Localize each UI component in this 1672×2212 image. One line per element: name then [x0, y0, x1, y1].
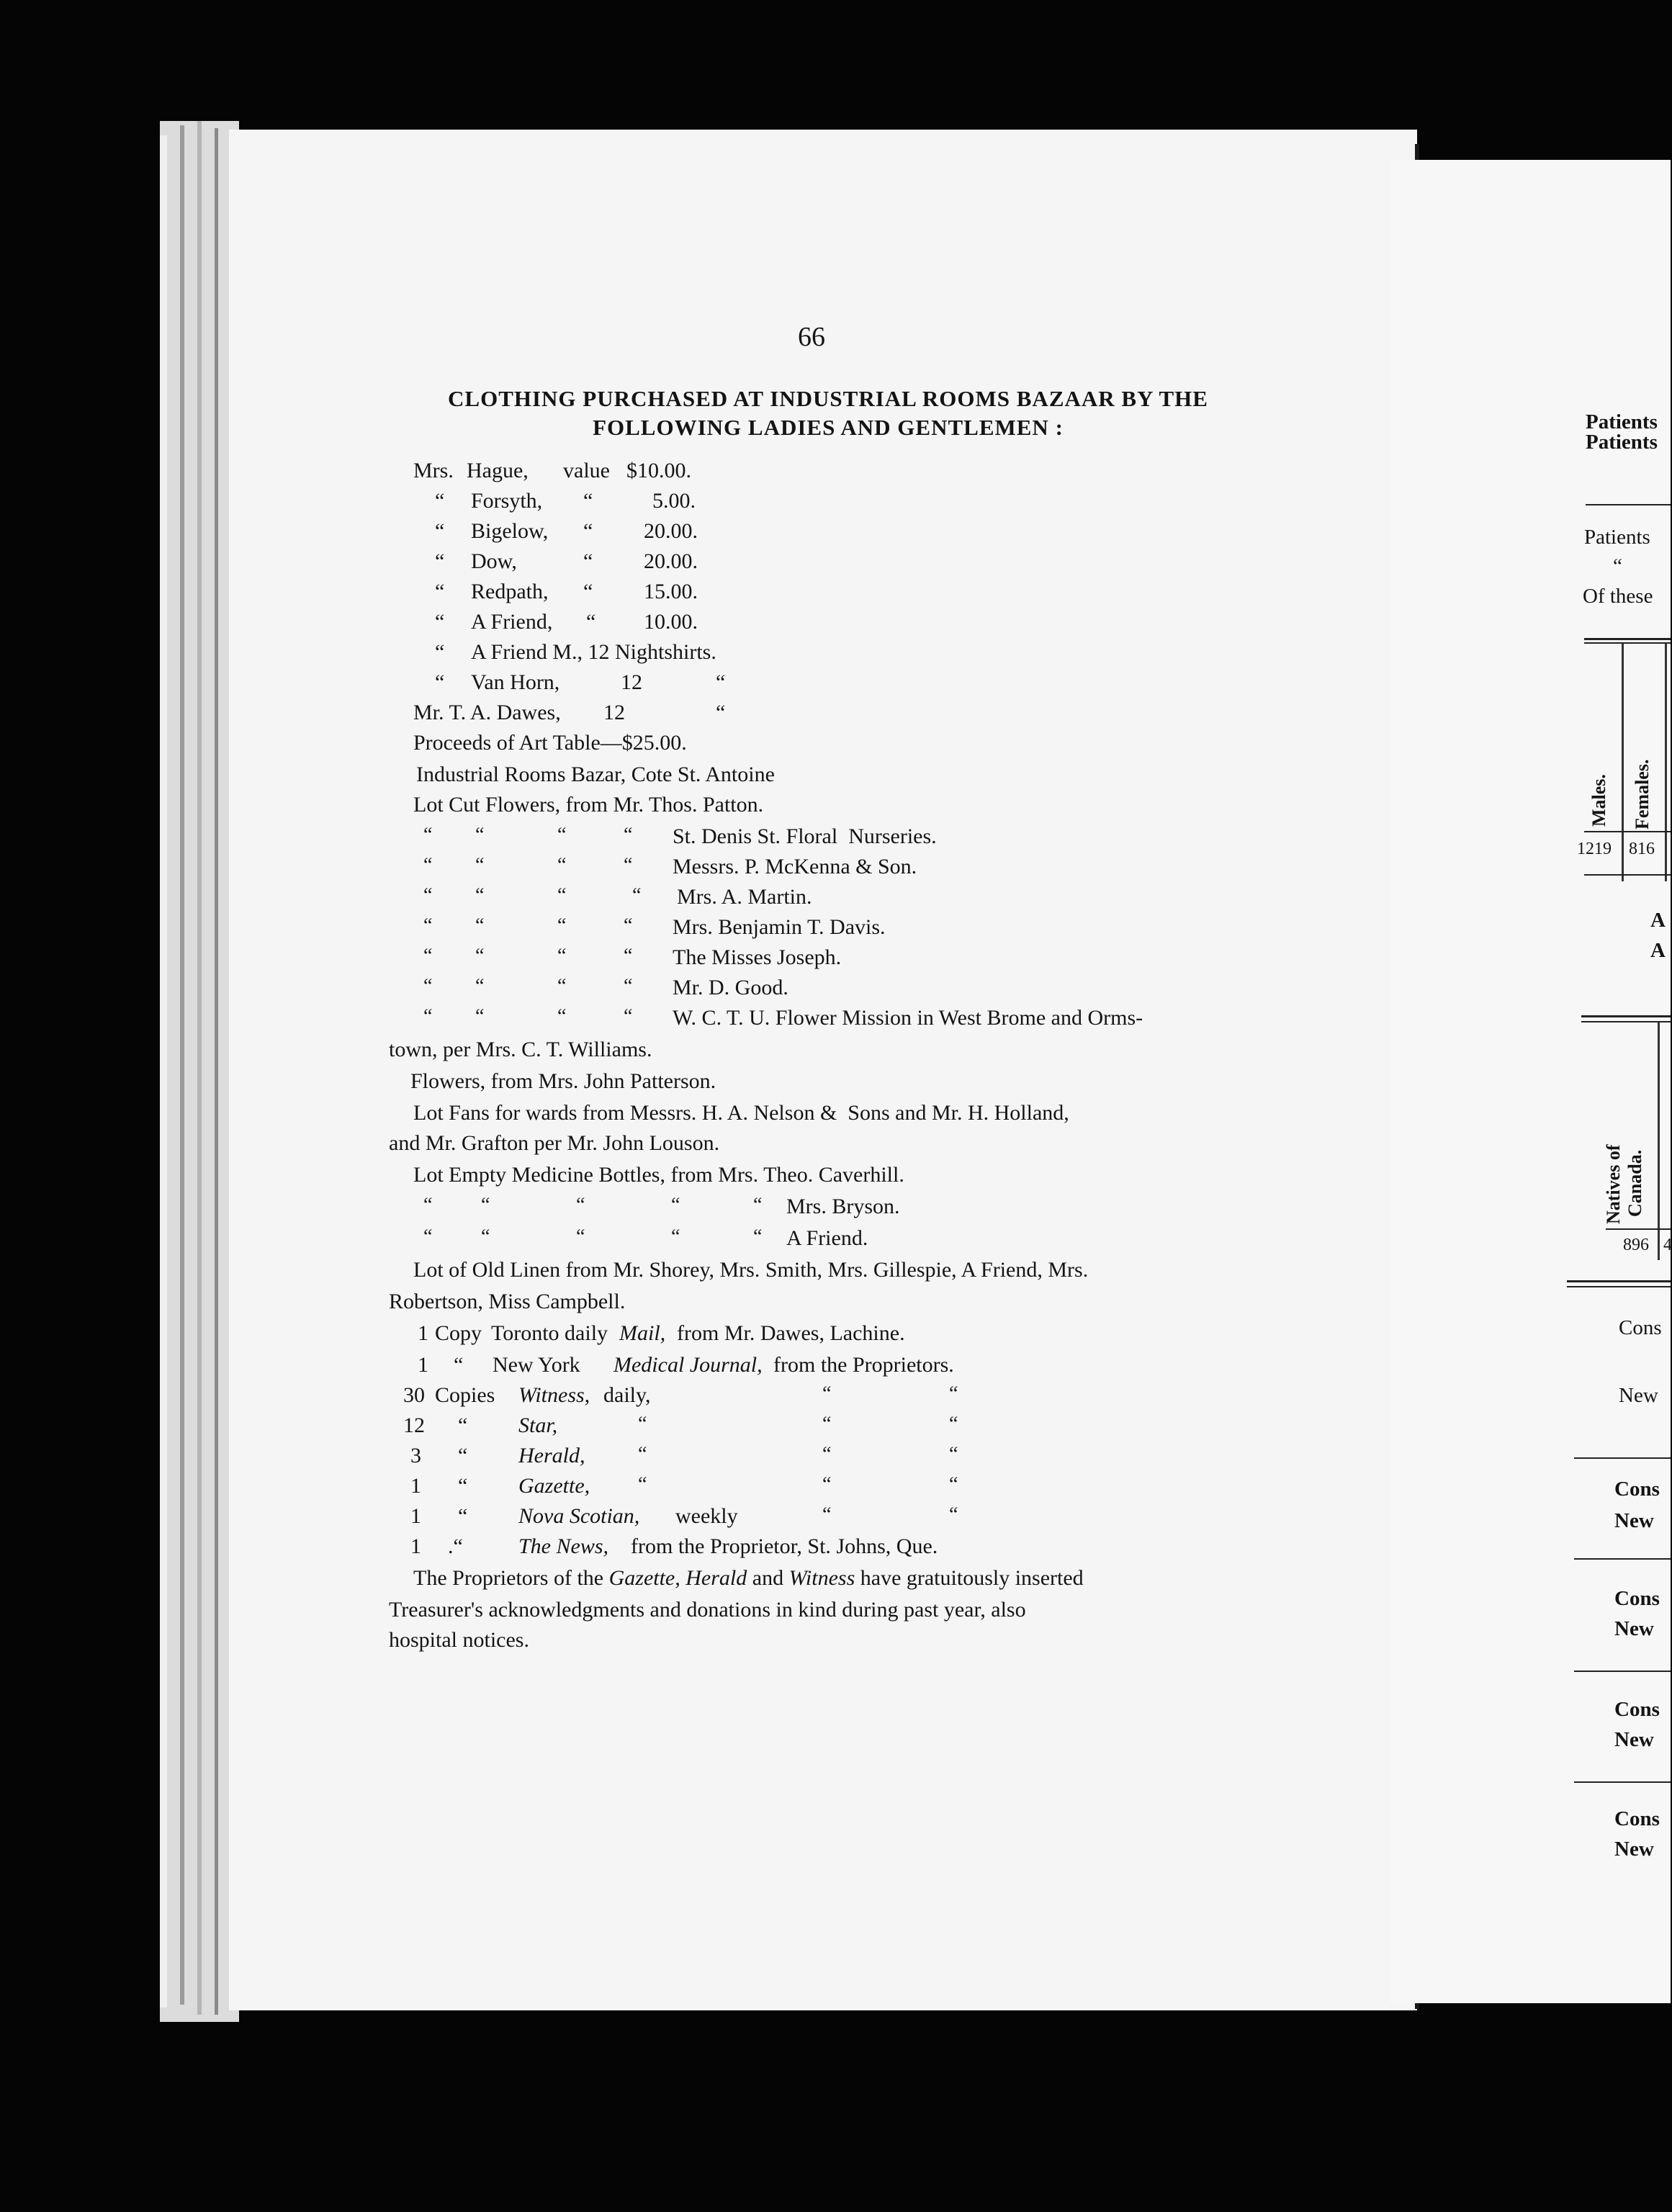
flowers-donor: The Misses Joseph. [673, 945, 842, 969]
heading-line-2: FOLLOWING LADIES AND GENTLEMEN : [593, 415, 1064, 440]
paper-word: “ [454, 1353, 464, 1377]
ditto-mark: “ [638, 1443, 647, 1465]
rp-canada: Canada. [1624, 1149, 1645, 1217]
rp-males: Males. [1588, 774, 1609, 827]
rp-rule [1606, 1228, 1671, 1230]
linen-line-1: Lot of Old Linen from Mr. Shorey, Mrs. Smith, Mrs. Gillespie, A Friend, Mrs. [413, 1258, 1089, 1282]
clothing-amount: 5.00. [652, 489, 696, 513]
page-edges [160, 121, 239, 2022]
ditto-mark: “ [423, 1226, 433, 1248]
paper-count: 1 [418, 1353, 428, 1377]
ditto-mark: “ [557, 854, 567, 876]
ditto-mark: “ [557, 884, 567, 907]
ditto-mark: “ [576, 1194, 585, 1216]
rp-patients: Patients [1584, 526, 1650, 549]
ditto-mark: “ [557, 945, 567, 967]
ditto-mark: “ [475, 914, 485, 937]
rp-rule [1584, 831, 1671, 832]
flowers-donor: Mr. D. Good. [673, 976, 788, 999]
clothing-prefix: Mrs. [413, 459, 454, 482]
paper-title: Toronto daily [491, 1321, 608, 1345]
rp-rule [1567, 1280, 1671, 1282]
clothing-name: Mr. T. A. Dawes, [413, 701, 561, 724]
clothing-label: 12 [621, 670, 642, 694]
ditto-mark: “ [557, 975, 567, 997]
ditto-mark: “ [423, 975, 433, 997]
flowers-continuation: town, per Mrs. C. T. Williams. [389, 1038, 652, 1061]
ditto-mark: “ [475, 824, 485, 846]
ditto-mark: “ [475, 975, 485, 997]
flowers-donor: St. Denis St. Floral Nurseries. [673, 824, 937, 848]
rp-cons: Cons [1614, 1478, 1660, 1501]
paper-italic: Star, [518, 1413, 558, 1437]
bottles-first-line: Lot Empty Medicine Bottles, from Mrs. Theo. Caverhill. [413, 1163, 904, 1187]
rp-cons: Cons [1619, 1316, 1662, 1339]
paper-word: “ [458, 1444, 468, 1467]
ditto-mark: “ [475, 1005, 485, 1028]
paper-word: Copy [435, 1321, 482, 1345]
rp-vrule [1665, 644, 1667, 881]
paper-count: 1 [410, 1534, 421, 1558]
ditto-mark: “ [423, 945, 433, 967]
clothing-prefix: “ [435, 670, 445, 694]
paper-word: “ [458, 1504, 468, 1528]
ditto-mark: “ [624, 945, 633, 967]
paper-rest: from the Proprietors. [773, 1353, 954, 1377]
flowers-donor: Mrs. Benjamin T. Davis. [673, 915, 886, 939]
fans-line-2: and Mr. Grafton per Mr. John Louson. [389, 1131, 720, 1155]
ditto-mark: “ [638, 1473, 647, 1496]
paper-italic: Gazette, [518, 1474, 590, 1498]
ditto-mark: “ [624, 854, 633, 876]
clothing-amount: 15.00. [644, 580, 698, 603]
ditto-mark: “ [481, 1194, 490, 1216]
paper-count: 12 [403, 1413, 425, 1437]
clothing-name: A Friend M., 12 Nightshirts. [471, 640, 716, 664]
clothing-prefix: “ [435, 610, 445, 634]
bottles-donor: Mrs. Bryson. [786, 1195, 900, 1218]
paper-rest: from the Proprietor, St. Johns, Que. [631, 1534, 938, 1558]
bazar-line: Industrial Rooms Bazar, Cote St. Antoine [416, 763, 775, 786]
ditto-mark: “ [557, 1005, 567, 1028]
paper-rest: daily, [603, 1383, 651, 1407]
rp-rule [1586, 504, 1671, 505]
clothing-label: “ [583, 580, 593, 603]
flowers-patterson-line: Flowers, from Mrs. John Patterson. [410, 1069, 716, 1093]
heading-line-1: CLOTHING PURCHASED AT INDUSTRIAL ROOMS BAZAAR BY THE [448, 386, 1208, 411]
rp-patients: Patients [1586, 431, 1658, 454]
ditto-mark: “ [423, 1194, 433, 1216]
ditto-mark: “ [949, 1413, 958, 1435]
ditto-mark: “ [481, 1226, 490, 1248]
rp-rule [1574, 1558, 1671, 1560]
paper-italic: Medical Journal, [613, 1353, 763, 1377]
clothing-amount: 10.00. [644, 610, 698, 634]
ditto-mark: “ [822, 1413, 832, 1435]
clothing-prefix: “ [435, 640, 445, 664]
ditto-mark: “ [624, 1005, 633, 1028]
rp-natives: Natives of [1603, 1144, 1624, 1224]
ditto-mark: “ [949, 1473, 958, 1496]
ditto-mark: “ [624, 975, 633, 997]
rp-females: Females. [1632, 759, 1653, 830]
paper-title: New York [493, 1353, 580, 1377]
ditto-mark: “ [557, 914, 567, 937]
rp-males-value: 1219 [1577, 840, 1612, 858]
rp-new: New [1614, 1509, 1654, 1532]
rp-vrule [1622, 644, 1624, 881]
rp-a-line: A [1650, 939, 1666, 962]
flowers-donor: W. C. T. U. Flower Mission in West Brome and Orms- [673, 1006, 1143, 1030]
clothing-prefix: “ [435, 549, 445, 573]
ditto-mark: “ [423, 824, 433, 846]
flowers-donor: Mrs. A. Martin. [677, 885, 812, 909]
clothing-label: “ [583, 489, 593, 513]
clothing-name: Redpath, [471, 580, 549, 603]
bottles-donor: A Friend. [786, 1226, 868, 1250]
clothing-name: Hague, [467, 459, 529, 482]
rp-new: New [1614, 1728, 1654, 1751]
rp-a-line: A [1650, 909, 1666, 932]
proceeds-line: Proceeds of Art Table—$25.00. [413, 731, 687, 755]
clothing-name: Bigelow, [471, 519, 549, 543]
paper-count: 1 [418, 1321, 428, 1345]
clothing-amount: 20.00. [644, 519, 698, 543]
clothing-label: 12 [603, 701, 625, 724]
rp-of-these: Of these [1583, 585, 1653, 608]
flowers-donor: Messrs. P. McKenna & Son. [673, 855, 917, 878]
closing-line-3: hospital notices. [389, 1628, 529, 1652]
ditto-mark: “ [557, 824, 567, 846]
paper-count: 1 [410, 1474, 421, 1498]
ditto-mark: “ [475, 854, 485, 876]
rp-patients: Patients [1586, 410, 1658, 433]
ditto-mark: “ [671, 1226, 680, 1248]
ditto-mark: “ [638, 1413, 647, 1435]
linen-line-2: Robertson, Miss Campbell. [389, 1290, 626, 1313]
clothing-name: A Friend, [471, 610, 553, 634]
ditto-mark: “ [949, 1382, 958, 1405]
rp-new: New [1614, 1838, 1654, 1861]
rp-ditto: “ [1613, 554, 1622, 577]
clothing-name: Forsyth, [471, 489, 543, 513]
rp-rule [1574, 1457, 1671, 1459]
clothing-prefix: “ [435, 489, 445, 513]
ditto-mark: “ [822, 1503, 832, 1526]
paper-rest: weekly [675, 1504, 738, 1528]
paper-italic: The News, [518, 1534, 609, 1558]
rp-cons: Cons [1614, 1807, 1660, 1830]
rp-new: New [1614, 1617, 1654, 1640]
ditto-mark: “ [949, 1443, 958, 1465]
paper-count: 30 [403, 1383, 425, 1407]
rp-cons: Cons [1614, 1587, 1660, 1610]
closing-line-2: Treasurer's acknowledgments and donations in kind during past year, also [389, 1598, 1026, 1622]
ditto-mark: “ [423, 884, 433, 907]
paper-italic: Herald, [518, 1444, 585, 1467]
ditto-mark: “ [822, 1473, 832, 1496]
clothing-label: value [563, 459, 610, 482]
ditto-mark: “ [423, 854, 433, 876]
rp-new: New [1619, 1384, 1658, 1407]
clothing-name: Dow, [471, 549, 517, 573]
ditto-mark: “ [822, 1382, 832, 1405]
paper-count: 1 [410, 1504, 421, 1528]
rp-rule [1567, 1286, 1671, 1287]
rp-natives-value: 4 [1663, 1236, 1672, 1254]
ditto-mark: “ [423, 914, 433, 937]
flowers-first-line: Lot Cut Flowers, from Mr. Thos. Patton. [413, 793, 764, 817]
ditto-mark: “ [475, 884, 485, 907]
ditto-mark: “ [624, 824, 633, 846]
ditto-mark: “ [753, 1194, 763, 1216]
paper-italic: Witness, [518, 1383, 590, 1407]
paper-rest: from Mr. Dawes, Lachine. [677, 1321, 905, 1345]
clothing-amount: “ [716, 701, 726, 724]
ditto-mark: “ [423, 1005, 433, 1028]
clothing-label: “ [586, 610, 596, 634]
ditto-mark: “ [624, 914, 633, 937]
clothing-prefix: “ [435, 519, 445, 543]
rp-rule [1584, 642, 1671, 644]
ditto-mark: “ [632, 884, 642, 907]
clothing-amount: “ [716, 670, 726, 694]
clothing-label: “ [583, 519, 593, 543]
paper-word: .“ [448, 1534, 463, 1558]
page-number: 66 [798, 322, 825, 352]
ditto-mark: “ [475, 945, 485, 967]
clothing-prefix: “ [435, 580, 445, 603]
rp-vrule [1658, 1022, 1660, 1260]
ditto-mark: “ [949, 1503, 958, 1526]
paper-word: “ [458, 1474, 468, 1498]
rp-rule [1584, 638, 1671, 640]
rp-rule [1574, 1781, 1671, 1783]
clothing-name: Van Horn, [471, 670, 560, 694]
rp-rule [1581, 1015, 1671, 1017]
ditto-mark: “ [576, 1226, 585, 1248]
paper-count: 3 [410, 1444, 421, 1467]
paper-word: “ [458, 1413, 468, 1437]
ditto-mark: “ [671, 1194, 680, 1216]
clothing-label: “ [583, 549, 593, 573]
paper-word: Copies [435, 1383, 495, 1407]
clothing-amount: $10.00. [626, 459, 691, 482]
rp-natives-value: 896 [1623, 1236, 1649, 1254]
rp-rule [1584, 874, 1671, 876]
rp-females-value: 816 [1629, 840, 1655, 858]
closing-line-1: The Proprietors of the Gazette, Herald and Witness have gratuitously inserted [413, 1566, 1084, 1590]
ditto-mark: “ [753, 1226, 763, 1248]
paper-italic: Nova Scotian, [518, 1504, 640, 1528]
ditto-mark: “ [822, 1443, 832, 1465]
rp-cons: Cons [1614, 1698, 1660, 1721]
clothing-amount: 20.00. [644, 549, 698, 573]
paper-italic: Mail, [619, 1321, 666, 1345]
fans-line-1: Lot Fans for wards from Messrs. H. A. Nelson & Sons and Mr. H. Holland, [413, 1101, 1069, 1125]
rp-rule [1574, 1671, 1671, 1672]
